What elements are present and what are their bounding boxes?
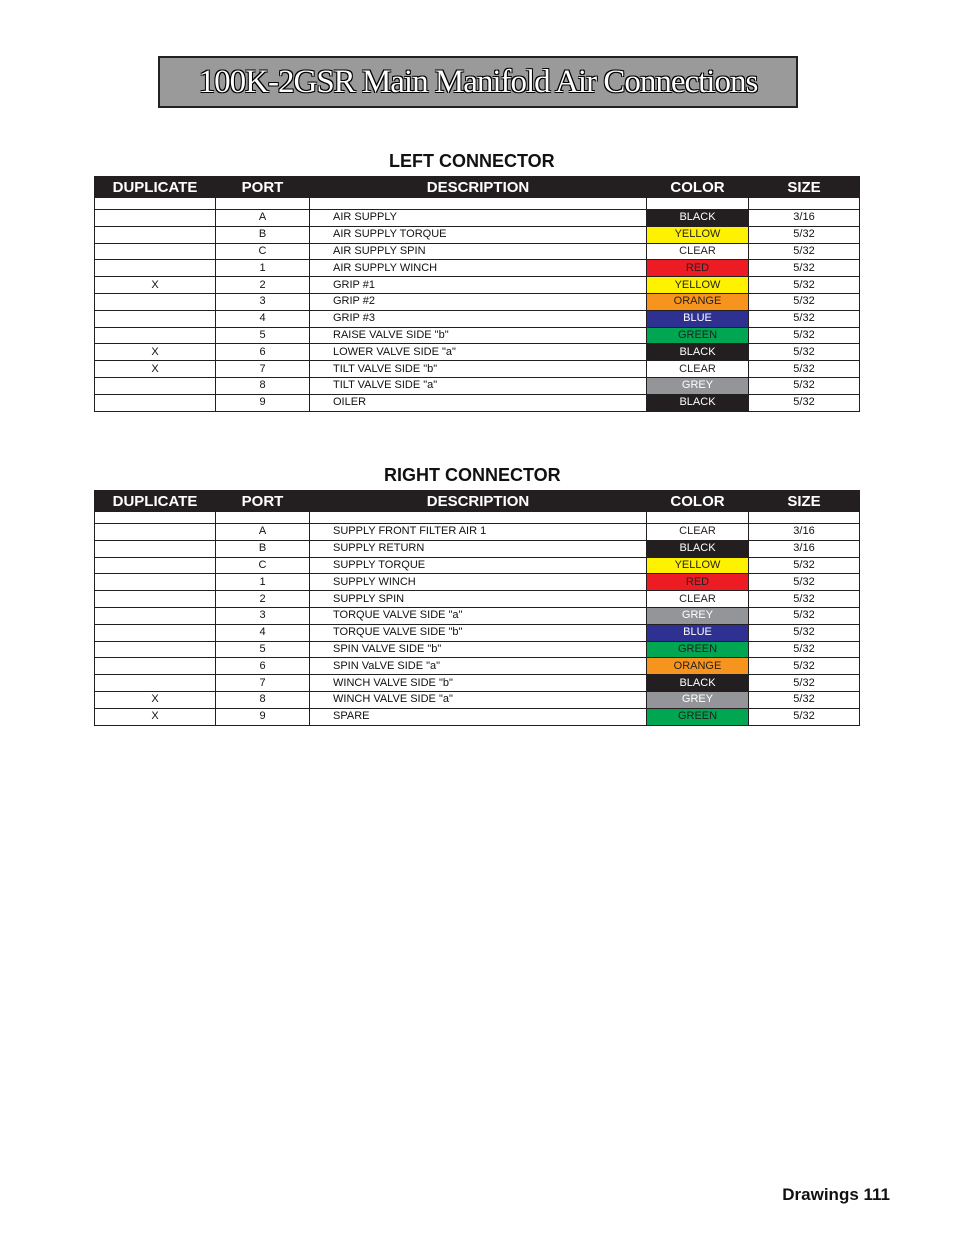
right-connector-table: [94, 490, 860, 726]
duplicate-cell: [95, 524, 216, 541]
color-cell: RED: [647, 574, 749, 591]
size-cell: 5/32: [749, 394, 860, 411]
duplicate-cell: [95, 394, 216, 411]
color-cell: BLUE: [647, 310, 749, 327]
port-cell: 3: [216, 293, 310, 310]
description-cell: GRIP #1: [310, 277, 647, 294]
color-cell: GREEN: [647, 327, 749, 344]
table-row: [95, 243, 860, 260]
table-row: [95, 607, 860, 624]
duplicate-cell: [95, 591, 216, 608]
table-row: [95, 641, 860, 658]
column-header-port: PORT: [216, 177, 310, 198]
port-cell: 7: [216, 361, 310, 378]
size-cell: 5/32: [749, 591, 860, 608]
size-cell: 3/16: [749, 210, 860, 227]
size-cell: 5/32: [749, 607, 860, 624]
color-cell: BLUE: [647, 624, 749, 641]
size-cell: 5/32: [749, 344, 860, 361]
duplicate-cell: [95, 641, 216, 658]
duplicate-cell: X: [95, 277, 216, 294]
port-cell: B: [216, 226, 310, 243]
description-cell: AIR SUPPLY TORQUE: [310, 226, 647, 243]
description-cell: LOWER VALVE SIDE "a": [310, 344, 647, 361]
description-cell: AIR SUPPLY SPIN: [310, 243, 647, 260]
port-cell: A: [216, 524, 310, 541]
left-connector-rows: [95, 198, 860, 412]
size-cell: 5/32: [749, 243, 860, 260]
table-row: [95, 675, 860, 692]
size-cell: 5/32: [749, 361, 860, 378]
size-cell: 5/32: [749, 557, 860, 574]
column-header-port: PORT: [216, 491, 310, 512]
duplicate-cell: [95, 557, 216, 574]
color-cell: CLEAR: [647, 361, 749, 378]
right-connector-heading: RIGHT CONNECTOR: [384, 465, 561, 485]
description-cell: WINCH VALVE SIDE "a": [310, 691, 647, 708]
title-banner: [158, 56, 798, 108]
color-cell: GREY: [647, 691, 749, 708]
description-cell: OILER: [310, 394, 647, 411]
size-cell: 5/32: [749, 377, 860, 394]
size-cell: 3/16: [749, 524, 860, 541]
color-cell: BLACK: [647, 675, 749, 692]
duplicate-cell: [95, 675, 216, 692]
description-cell: SUPPLY RETURN: [310, 540, 647, 557]
table-row: [95, 210, 860, 227]
port-cell: 8: [216, 691, 310, 708]
description-cell: WINCH VALVE SIDE "b": [310, 675, 647, 692]
description-cell: SPARE: [310, 708, 647, 725]
table-row: [95, 327, 860, 344]
description-cell: AIR SUPPLY WINCH: [310, 260, 647, 277]
description-cell: SUPPLY TORQUE: [310, 557, 647, 574]
table-row: [95, 591, 860, 608]
duplicate-cell: X: [95, 361, 216, 378]
port-cell: 9: [216, 394, 310, 411]
column-header-size: SIZE: [749, 491, 860, 512]
duplicate-cell: X: [95, 708, 216, 725]
color-cell: CLEAR: [647, 243, 749, 260]
color-cell: GREEN: [647, 641, 749, 658]
port-cell: 6: [216, 658, 310, 675]
duplicate-cell: [95, 327, 216, 344]
port-cell: 5: [216, 327, 310, 344]
table-row: [95, 310, 860, 327]
left-connector-table: [94, 176, 860, 412]
description-cell: TORQUE VALVE SIDE "b": [310, 624, 647, 641]
column-header-duplicate: DUPLICATE: [95, 177, 216, 198]
port-cell: 2: [216, 591, 310, 608]
duplicate-cell: [95, 658, 216, 675]
port-cell: C: [216, 243, 310, 260]
port-cell: 3: [216, 607, 310, 624]
column-header-description: DESCRIPTION: [310, 177, 647, 198]
table-row: [95, 708, 860, 725]
size-cell: 5/32: [749, 310, 860, 327]
color-cell: YELLOW: [647, 277, 749, 294]
color-cell: CLEAR: [647, 591, 749, 608]
duplicate-cell: [95, 624, 216, 641]
table-row: [95, 293, 860, 310]
color-cell: BLACK: [647, 344, 749, 361]
table-row: [95, 226, 860, 243]
color-cell: ORANGE: [647, 293, 749, 310]
table-row: [95, 557, 860, 574]
description-cell: TILT VALVE SIDE "b": [310, 361, 647, 378]
page-title: 100K-2GSR Main Manifold Air Connections: [198, 63, 758, 100]
port-cell: 6: [216, 344, 310, 361]
size-cell: 5/32: [749, 574, 860, 591]
color-cell: BLACK: [647, 540, 749, 557]
description-cell: TILT VALVE SIDE "a": [310, 377, 647, 394]
description-cell: GRIP #3: [310, 310, 647, 327]
duplicate-cell: X: [95, 691, 216, 708]
column-header-description: DESCRIPTION: [310, 491, 647, 512]
color-cell: GREY: [647, 607, 749, 624]
port-cell: 1: [216, 574, 310, 591]
size-cell: 5/32: [749, 708, 860, 725]
table-row: [95, 344, 860, 361]
size-cell: 5/32: [749, 277, 860, 294]
table-row: [95, 540, 860, 557]
size-cell: 3/16: [749, 540, 860, 557]
table-row: [95, 574, 860, 591]
right-connector-rows: [95, 512, 860, 726]
color-cell: CLEAR: [647, 524, 749, 541]
color-cell: GREEN: [647, 708, 749, 725]
table-row: [95, 524, 860, 541]
duplicate-cell: [95, 243, 216, 260]
table-row: [95, 361, 860, 378]
column-header-color: COLOR: [647, 177, 749, 198]
size-cell: 5/32: [749, 675, 860, 692]
spacer-row: [95, 198, 860, 210]
duplicate-cell: [95, 540, 216, 557]
port-cell: 7: [216, 675, 310, 692]
color-cell: BLACK: [647, 394, 749, 411]
duplicate-cell: [95, 260, 216, 277]
size-cell: 5/32: [749, 226, 860, 243]
port-cell: 5: [216, 641, 310, 658]
size-cell: 5/32: [749, 293, 860, 310]
duplicate-cell: X: [95, 344, 216, 361]
description-cell: SPIN VALVE SIDE "b": [310, 641, 647, 658]
color-cell: YELLOW: [647, 557, 749, 574]
table-row: [95, 377, 860, 394]
color-cell: BLACK: [647, 210, 749, 227]
table-row: [95, 277, 860, 294]
description-cell: GRIP #2: [310, 293, 647, 310]
description-cell: SUPPLY SPIN: [310, 591, 647, 608]
duplicate-cell: [95, 310, 216, 327]
description-cell: TORQUE VALVE SIDE "a": [310, 607, 647, 624]
duplicate-cell: [95, 574, 216, 591]
table-row: [95, 624, 860, 641]
description-cell: SUPPLY WINCH: [310, 574, 647, 591]
color-cell: YELLOW: [647, 226, 749, 243]
column-header-duplicate: DUPLICATE: [95, 491, 216, 512]
port-cell: 2: [216, 277, 310, 294]
duplicate-cell: [95, 607, 216, 624]
table-header-row: [95, 177, 860, 198]
size-cell: 5/32: [749, 691, 860, 708]
color-cell: RED: [647, 260, 749, 277]
port-cell: C: [216, 557, 310, 574]
table-row: [95, 658, 860, 675]
duplicate-cell: [95, 377, 216, 394]
table-row: [95, 691, 860, 708]
table-row: [95, 260, 860, 277]
description-cell: SPIN VaLVE SIDE "a": [310, 658, 647, 675]
port-cell: A: [216, 210, 310, 227]
port-cell: 4: [216, 624, 310, 641]
size-cell: 5/32: [749, 641, 860, 658]
duplicate-cell: [95, 210, 216, 227]
table-header-row: [95, 491, 860, 512]
size-cell: 5/32: [749, 327, 860, 344]
port-cell: 4: [216, 310, 310, 327]
duplicate-cell: [95, 293, 216, 310]
port-cell: 1: [216, 260, 310, 277]
description-cell: SUPPLY FRONT FILTER AIR 1: [310, 524, 647, 541]
page-footer: Drawings 111: [782, 1185, 890, 1204]
size-cell: 5/32: [749, 624, 860, 641]
port-cell: 9: [216, 708, 310, 725]
duplicate-cell: [95, 226, 216, 243]
port-cell: 8: [216, 377, 310, 394]
color-cell: GREY: [647, 377, 749, 394]
spacer-row: [95, 512, 860, 524]
description-cell: AIR SUPPLY: [310, 210, 647, 227]
port-cell: B: [216, 540, 310, 557]
size-cell: 5/32: [749, 260, 860, 277]
column-header-color: COLOR: [647, 491, 749, 512]
description-cell: RAISE VALVE SIDE "b": [310, 327, 647, 344]
left-connector-heading: LEFT CONNECTOR: [389, 151, 555, 171]
column-header-size: SIZE: [749, 177, 860, 198]
size-cell: 5/32: [749, 658, 860, 675]
table-row: [95, 394, 860, 411]
color-cell: ORANGE: [647, 658, 749, 675]
